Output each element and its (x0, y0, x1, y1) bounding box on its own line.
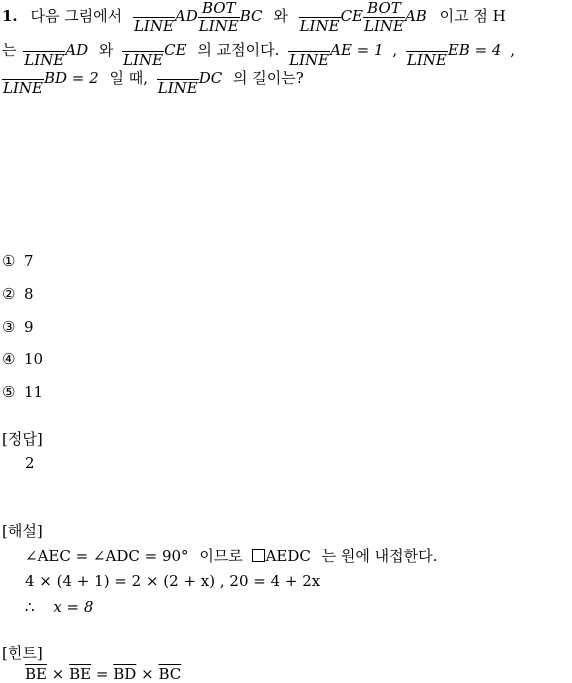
question-number: 1. (2, 7, 18, 25)
choice-value: 10 (24, 350, 44, 368)
overline-fraction: LINE (133, 16, 174, 35)
bot-fraction: $\frac{\text{BOT}}{\text{LINE}}$ (198, 0, 239, 35)
solution-label: [해설] (2, 522, 43, 540)
overline-fraction: LINE (299, 16, 340, 35)
bot-fraction: $\frac{\text{BOT}}{\text{LINE}}$ (364, 0, 404, 35)
choice-marker: ④ (2, 350, 16, 368)
choice-marker: ① (2, 252, 16, 270)
choice-value: 9 (24, 318, 34, 336)
question-line-1: 1. 다음 그림에서 LINE AD $\frac{\text{BOT}}{\text{LINE}}$ BC 와 LINE CE $\frac{\text{BOT}}{\text{LINE}}$ AB 이고 점 H (2, 0, 506, 35)
choice-2[interactable] (2, 285, 34, 303)
overline-fraction: LINE (24, 50, 65, 69)
choice-value: 7 (24, 252, 34, 270)
choice-marker: ② (2, 285, 16, 303)
question-line-3: LINE BD = 2 일 때, LINE DC 의 길이는? (2, 62, 304, 96)
choice-value: 8 (24, 285, 34, 303)
overline-fraction: LINE (289, 50, 330, 69)
question-line-2: 는 LINE AD 와 LINE CE 의 교점이다. LINE AE = 1 , LINE EB = 4 , (2, 34, 515, 68)
solution-line-3: ∴ x = 8 (25, 598, 94, 616)
choice-marker: ③ (2, 318, 16, 336)
choice-marker: ⑤ (2, 383, 16, 401)
overline-fraction: LINE (3, 78, 43, 97)
choice-1[interactable] (2, 252, 34, 270)
overline-fraction: LINE (406, 50, 447, 69)
answer-label: [정답] (2, 430, 43, 448)
solution-line-1: ∠AEC = ∠ADC = 90° 이므로 AEDC 는 원에 내접한다. (25, 547, 438, 565)
choice-3[interactable] (2, 318, 34, 336)
choice-5[interactable] (2, 383, 43, 401)
square-symbol-icon (252, 549, 265, 562)
overline-fraction: LINE (123, 50, 164, 69)
choice-4[interactable] (2, 350, 43, 368)
answer-value: 2 (25, 454, 35, 472)
hint-label: [힌트] (2, 644, 43, 662)
choice-value: 11 (24, 383, 44, 401)
question-text: 다음 그림에서 (30, 7, 123, 25)
solution-line-2: 4 × (4 + 1) = 2 × (2 + x) , 20 = 4 + 2x (25, 572, 321, 590)
hint-formula: $\overline{BE} \times \overline{BE} = \overline{BD} \times \overline{BC}$ (25, 665, 182, 683)
overline-fraction: LINE (157, 78, 198, 97)
